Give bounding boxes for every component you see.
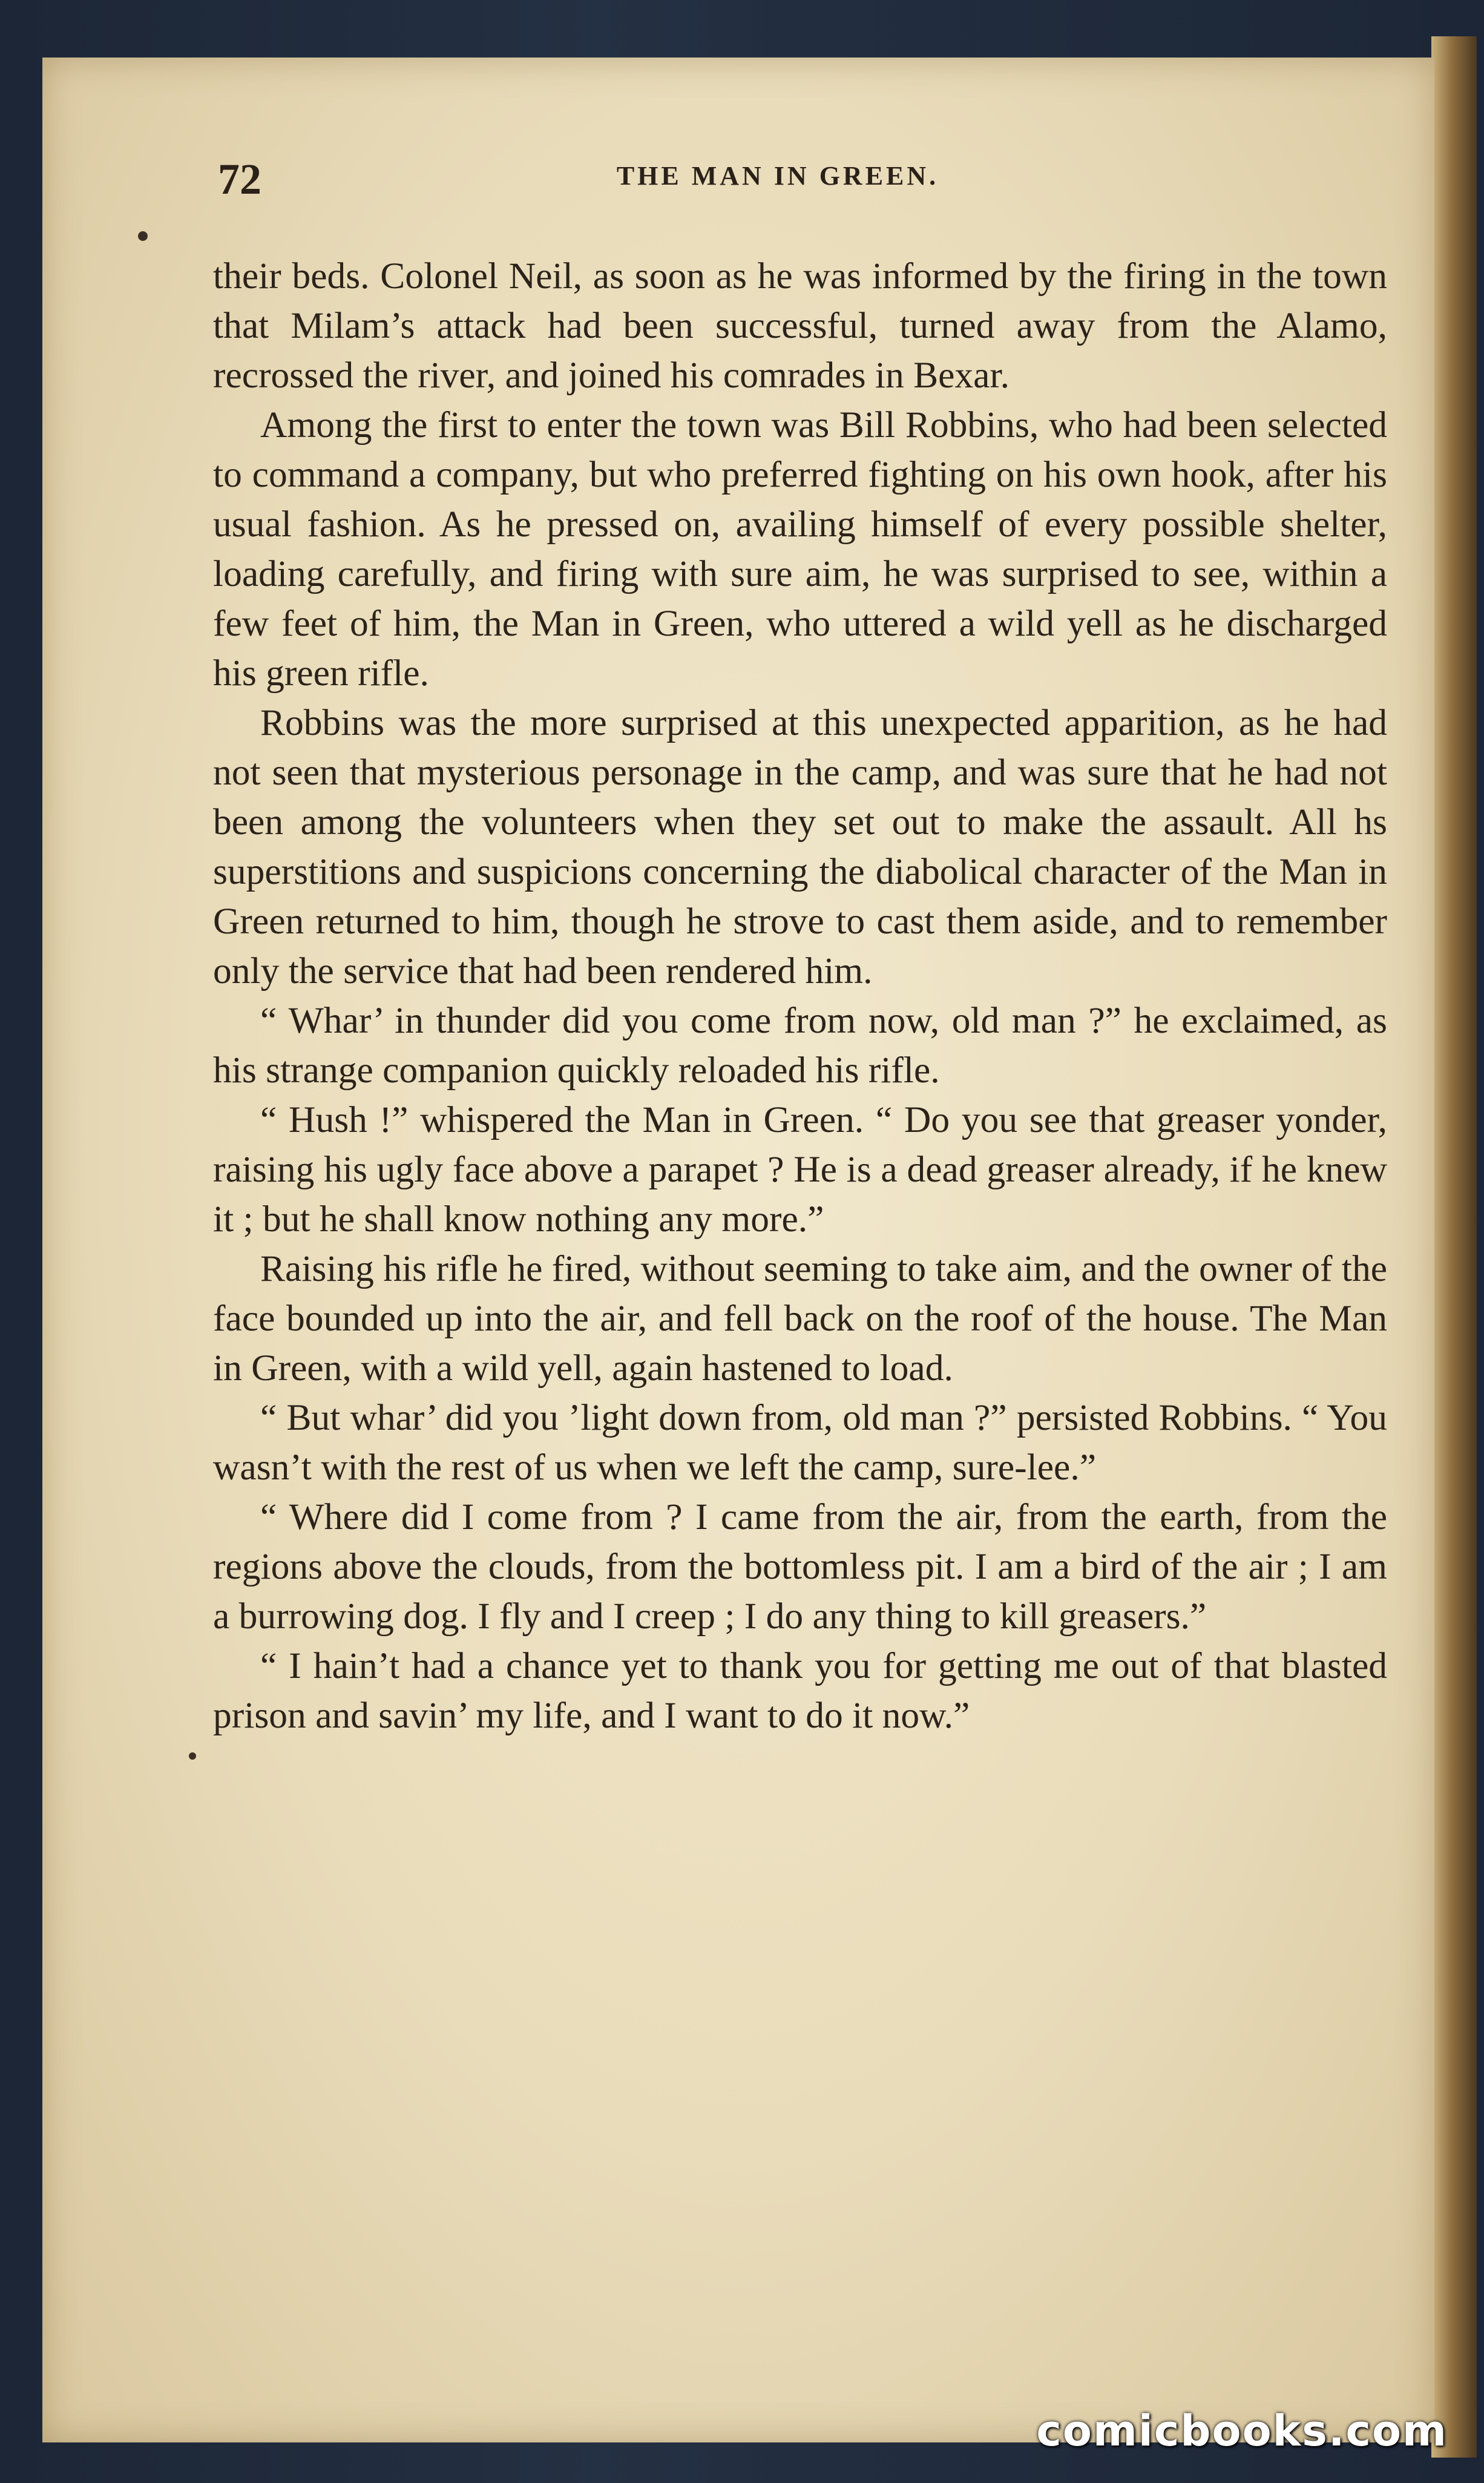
- running-head: THE MAN IN GREEN.: [616, 161, 939, 191]
- page-header: [169, 154, 1386, 209]
- paragraph: Raising his rifle he fired, without seeming to take aim, and the owner of the face bounded up into the air, and fell back on the roof of the house. The Man in Green, with a wild yell, again hastened to load.: [213, 1248, 1387, 1389]
- ink-speck: [189, 1752, 196, 1760]
- paragraph: “ Where did I come from ? I came from the air, from the earth, from the regions above the clouds, from the bottomless pit. I am a bird of the air ; I am a burrowing dog. I fly and I creep ; I do any thing to kill greasers.”: [213, 1496, 1387, 1637]
- body-text: [213, 251, 1387, 1740]
- book-spine: [1431, 36, 1477, 2458]
- page-number: 72: [218, 155, 261, 203]
- paragraph: “ Hush !” whispered the Man in Green. “ Do you see that greaser yonder, raising his ugly face above a parapet ? He is a dead greaser already, if he knew it ; but he shall know nothing any more.”: [213, 1099, 1387, 1240]
- paragraph: “ Whar’ in thunder did you come from now, old man ?” he exclaimed, as his strange companion quickly reloaded his rifle.: [213, 1000, 1387, 1091]
- paragraph: Robbins was the more surprised at this unexpected apparition, as he had not seen that mysterious personage in the camp, and was sure that he had not been among the volunteers when they set out to make the assault. All hs superstitions and suspicions concerning the diabolical character of the Man in Green returned to him, though he strove to cast them aside, and to remember only the service that had been rendered him.: [213, 702, 1387, 992]
- paragraph: “ I hain’t had a chance yet to thank you for getting me out of that blasted prison and savin’ my life, and I want to do it now.”: [213, 1645, 1387, 1736]
- ink-speck: [138, 231, 148, 241]
- watermark: comicbooks.com: [1036, 2406, 1448, 2456]
- paragraph: “ But whar’ did you ’light down from, old man ?” persisted Robbins. “ You wasn’t with the rest of us when we left the camp, sure-lee.”: [213, 1397, 1387, 1488]
- paragraph: Among the first to enter the town was Bill Robbins, who had been selected to command a company, but who preferred fighting on his own hook, after his usual fashion. As he pressed on, availing himself of every possible shelter, loading carefully, and firing with sure aim, he was surprised to see, within a few feet of him, the Man in Green, who uttered a wild yell as he discharged his green rifle.: [213, 404, 1387, 694]
- paragraph: their beds. Colonel Neil, as soon as he was informed by the firing in the town that Milam’s attack had been successful, turned away from the Alamo, recrossed the river, and joined his comrades in Bexar.: [213, 255, 1387, 396]
